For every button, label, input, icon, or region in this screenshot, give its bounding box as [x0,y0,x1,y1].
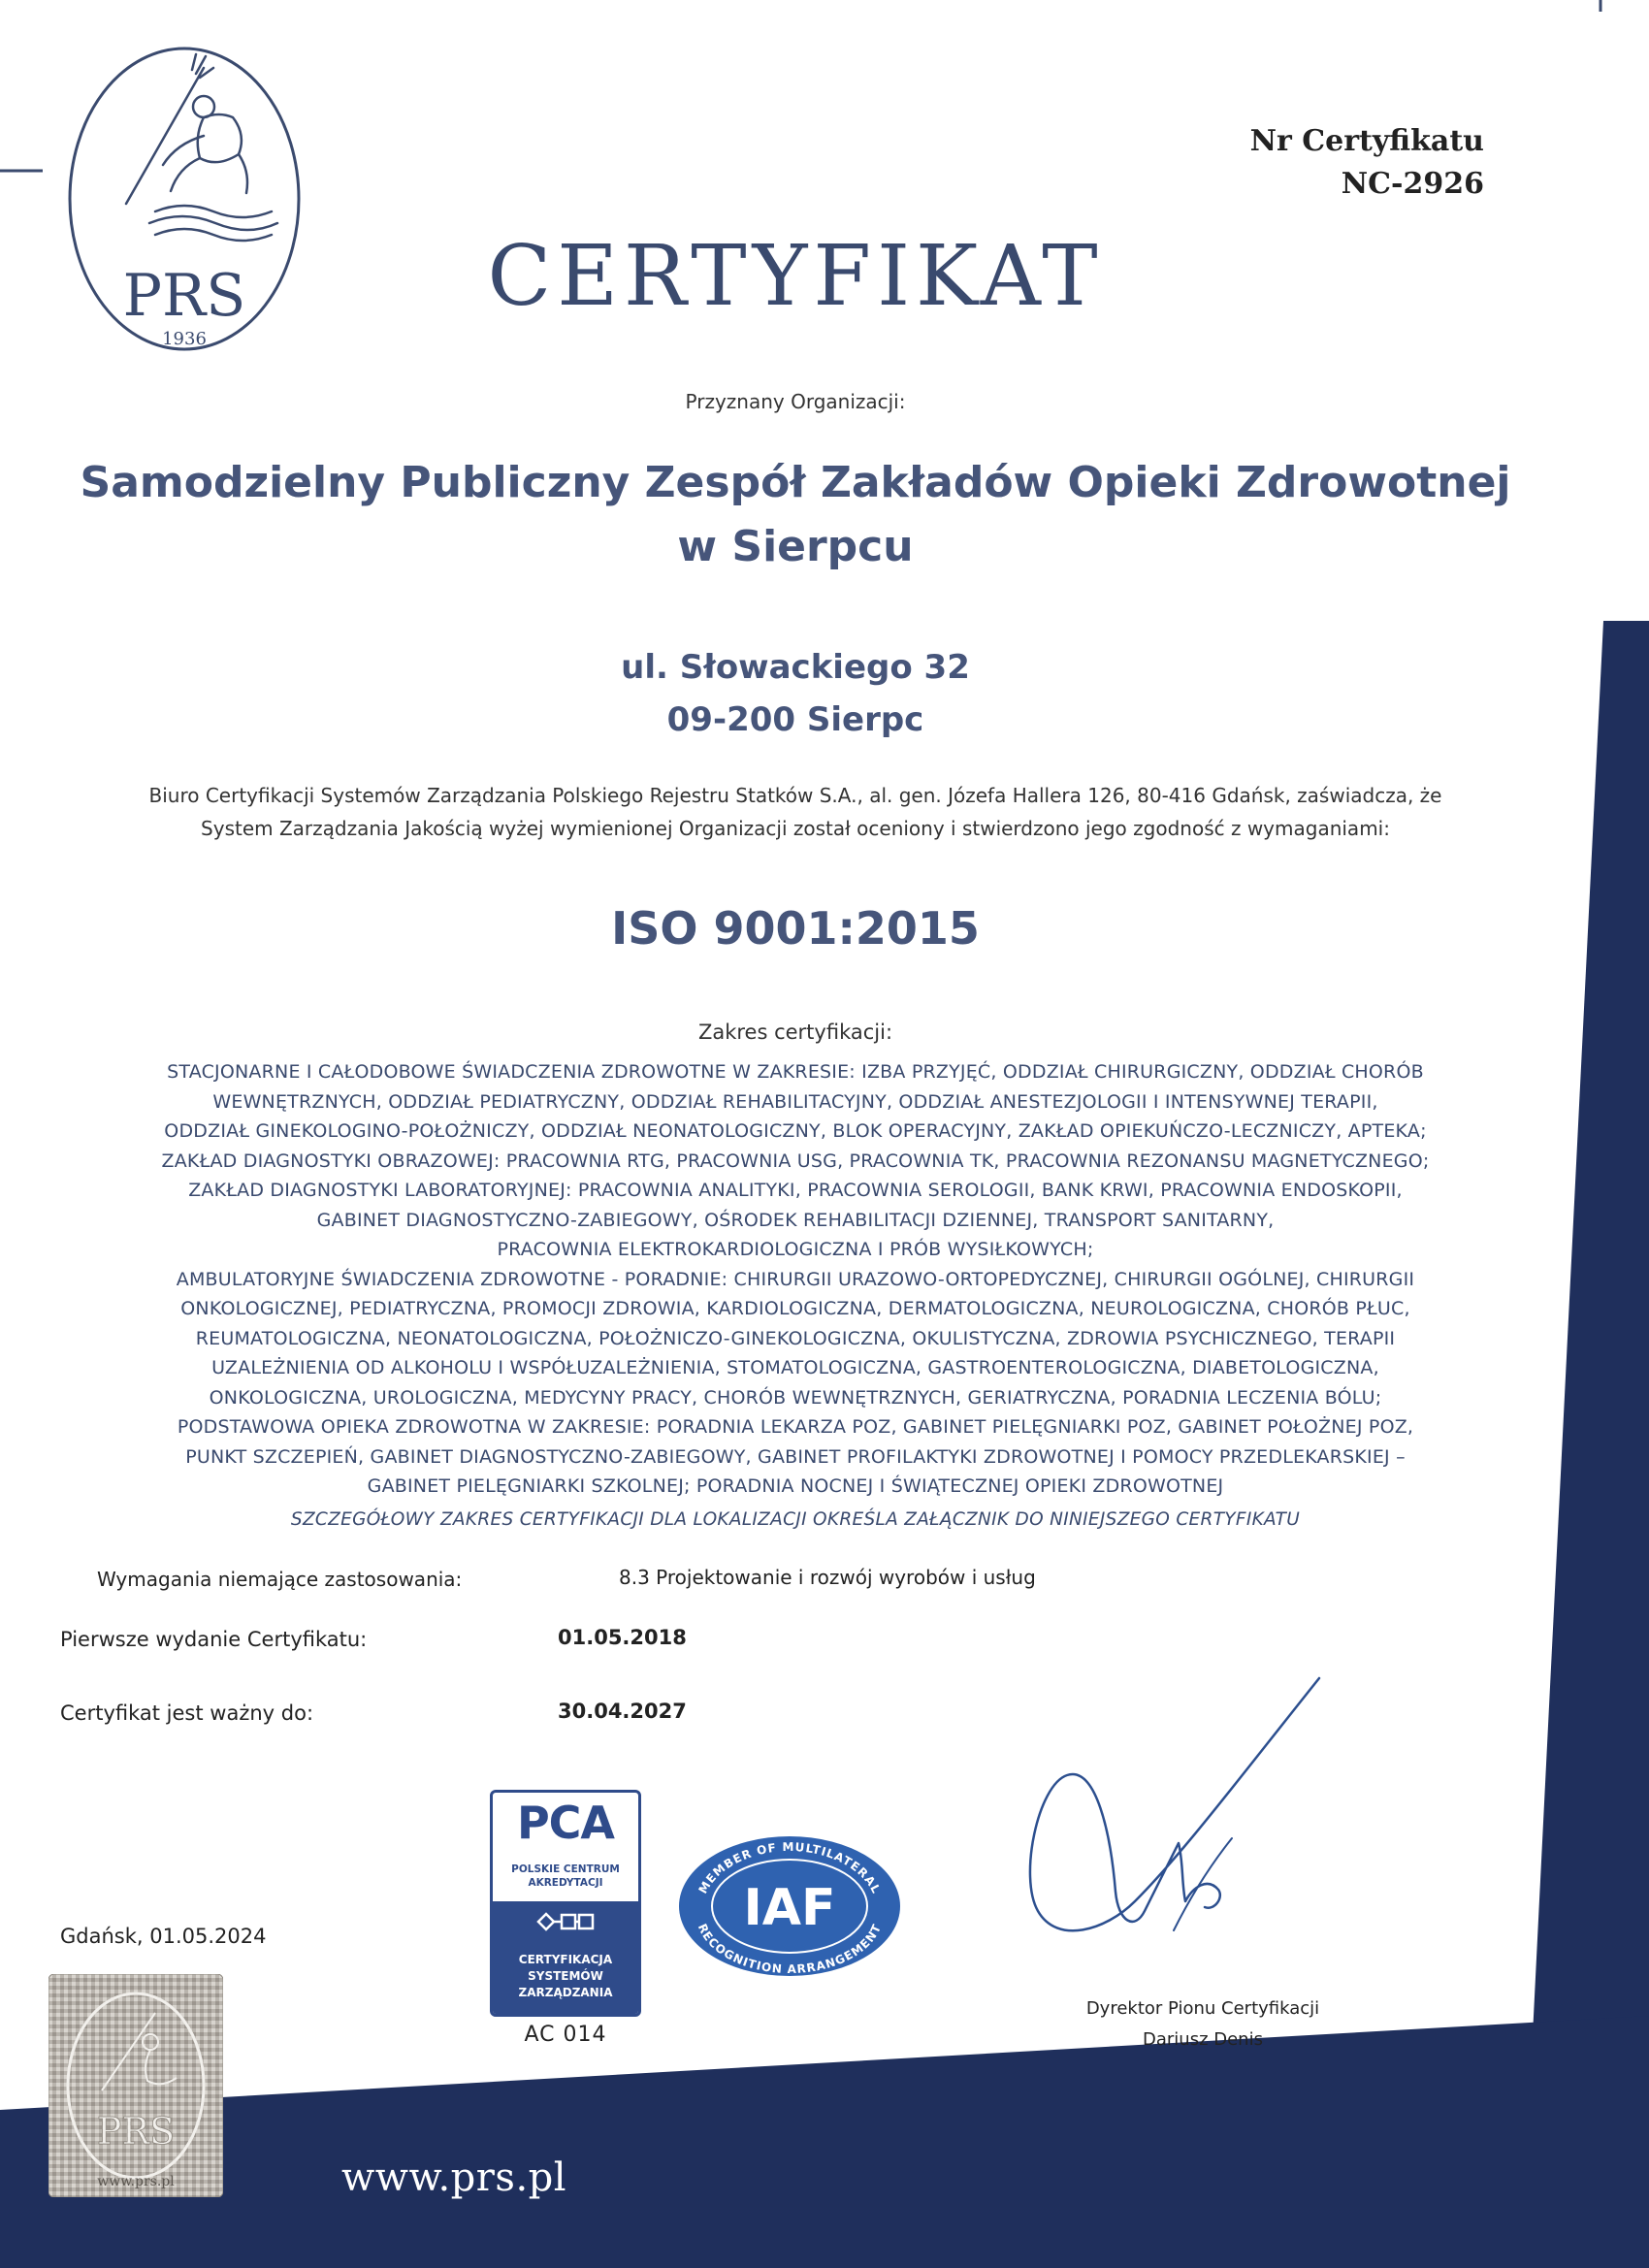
first-issue-label: Pierwsze wydanie Certyfikatu: [60,1628,368,1651]
bottom-navy-band [0,2016,1649,2268]
logo-year: 1936 [162,329,207,349]
statement-line-2: System Zarządzania Jakością wyżej wymienionej Organizacji został oceniony i stwierdzono jego zgodność z wymaganiami: [201,817,1390,840]
iaf-text: IAF [743,1879,836,1937]
exclusions-label: Wymagania niemające zastosowania: [97,1568,463,1591]
glasses-icon [536,1911,595,1932]
pca-subtitle-line: AKREDYTACJI [528,1877,603,1889]
awarded-to-label: Przyznany Organizacji: [685,390,906,413]
signer-name: Dariusz Denis [1143,2029,1263,2050]
pca-cert-line: SYSTEMÓW [528,1969,603,1983]
scope-line: REUMATOLOGICZNA, NEONATOLOGICZNA, POŁOŻNICZO-GINEKOLOGICZNA, OKULISTYCZNA, ZDROWIA PSYCHICZNEGO, TERAPII [195,1327,1396,1349]
scope-line: PRACOWNIA ELEKTROKARDIOLOGICZNA I PRÓB WYSIŁKOWYCH; [497,1239,1094,1260]
scope-line: WEWNĘTRZNYCH, ODDZIAŁ PEDIATRYCZNY, ODDZIAŁ REHABILITACYJNY, ODDZIAŁ ANESTEZJOLOGII I INTENSYWNEJ TERAPII, [212,1090,1378,1113]
organization-name-line-1: Samodzielny Publiczny Zespół Zakładów Opieki Zdrowotnej [80,458,1511,507]
signer-title: Dyrektor Pionu Certyfikacji [1085,1998,1320,2019]
scope-line: ZAKŁAD DIAGNOSTYKI LABORATORYJNEJ: PRACOWNIA ANALITYKI, PRACOWNIA SEROLOGII, BANK KRWI, PRACOWNIA ENDOSKOPII, [188,1180,1403,1201]
exclusions-value: 8.3 Projektowanie i rozwój wyrobów i usług [619,1566,1036,1589]
pca-accreditation-code: AC 014 [524,2023,607,2047]
scope-line: ODDZIAŁ GINEKOLOGINO-POŁOŻNICZY, ODDZIAŁ NEONATOLOGICZNY, BLOK OPERACYJNY, ZAKŁAD OPIEKUŃCZO-LECZNICZY, APTEKA; [164,1120,1427,1142]
hologram-url: www.prs.pl [97,2174,175,2189]
certificate-number-label: Nr Certyfikatu [1249,124,1484,158]
organization-city: 09-200 Sierpc [666,700,924,739]
scope-text [78,1057,1513,1502]
pca-accreditation-badge [490,1790,641,2017]
organization-street: ul. Słowackiego 32 [621,648,970,687]
iaf-ring-bottom-text: RECOGNITION ARRANGEMENT [695,1922,885,1977]
pca-subtitle [493,1863,638,1890]
pca-lower-panel [493,1901,638,2014]
certificate-title: CERTYFIKAT [487,228,1104,325]
organization-name-line-2: w Sierpcu [677,522,914,571]
pca-subtitle-line: POLSKIE CENTRUM [511,1863,620,1875]
scope-line: GABINET DIAGNOSTYCZNO-ZABIEGOWY, OŚRODEK REHABILITACJI DZIENNEJ, TRANSPORT SANITARNY, [316,1209,1275,1231]
hologram-text: PRS [96,2110,176,2153]
scope-line: PUNKT SZCZEPIEŃ, GABINET DIAGNOSTYCZNO-ZABIEGOWY, GABINET PROFILAKTYKI ZDROWOTNEJ I POMOCY PRZEDLEKARSKIEJ – [185,1445,1406,1468]
scope-line: ONKOLOGICZNEJ, PEDIATRYCZNA, PROMOCJI ZDROWIA, KARDIOLOGICZNA, DERMATOLOGICZNA, NEUROLOGICZNA, CHORÓB PŁUC, [180,1298,1410,1319]
scope-line: GABINET PIELĘGNIARKI SZKOLNEJ; PORADNIA NOCNEJ I ŚWIĄTECZNEJ OPIEKI ZDROWOTNEJ [367,1475,1224,1497]
iaf-ring-top-text: MEMBER OF MULTILATERAL [695,1839,884,1896]
pca-certification-text [493,1952,638,2001]
certificate-number: NC-2926 [1341,167,1484,201]
logo-text: PRS [122,262,246,330]
pca-cert-line: CERTYFIKACJA [518,1953,613,1966]
statement-line-1: Biuro Certyfikacji Systemów Zarządzania Polskiego Rejestru Statków S.A., al. gen. Józefa Hallera 126, 80-416 Gdańsk, zaświadcza, że [148,784,1442,807]
scope-line: ZAKŁAD DIAGNOSTYKI OBRAZOWEJ: PRACOWNIA RTG, PRACOWNIA USG, PRACOWNIA TK, PRACOWNIA REZONANSU MAGNETYCZNEGO; [161,1150,1430,1172]
scope-label: Zakres certyfikacji: [697,1021,893,1044]
iaf-mla-badge [675,1833,904,1979]
scope-line: STACJONARNE I CAŁODOBOWE ŚWIADCZENIA ZDROWOTNE W ZAKRESIE: IZBA PRZYJĘĆ, ODDZIAŁ CHIRURGICZNY, ODDZIAŁ CHORÓB [167,1061,1424,1083]
valid-until-label: Certyfikat jest ważny do: [60,1701,314,1725]
first-issue-date: 01.05.2018 [558,1626,687,1649]
pca-cert-line: ZARZĄDZANIA [518,1986,613,1999]
scope-line: UZALEŻNIENIA OD ALKOHOLU I WSPÓŁUZALEŻNIENIA, STOMATOLOGICZNA, GASTROENTEROLOGICZNA, DIABETOLOGICZNA, [211,1357,1379,1378]
valid-until-date: 30.04.2027 [558,1700,687,1723]
pca-title: PCA [516,1797,615,1849]
standard-name: ISO 9001:2015 [611,902,980,955]
prs-hologram-seal [48,1974,223,2197]
website-link[interactable]: www.prs.pl [341,2155,567,2200]
director-signature [999,1669,1348,1960]
scope-line: ONKOLOGICZNA, UROLOGICZNA, MEDYCYNY PRACY, CHORÓB WEWNĘTRZNYCH, GERIATRYCZNA, PORADNIA LECZENIA BÓLU; [209,1386,1382,1409]
issue-place-date: Gdańsk, 01.05.2024 [60,1925,267,1948]
scope-note: SZCZEGÓŁOWY ZAKRES CERTYFIKACJI DLA LOKALIZACJI OKREŚLA ZAŁĄCZNIK DO NINIEJSZEGO CERTYFIKATU [290,1509,1301,1530]
scope-line: PODSTAWOWA OPIEKA ZDROWOTNA W ZAKRESIE: PORADNIA LEKARZA POZ, GABINET PIELĘGNIARKI POZ, GABINET POŁOŻNEJ POZ, [177,1416,1414,1438]
hologram-background [48,1974,223,2197]
scope-line: AMBULATORYJNE ŚWIADCZENIA ZDROWOTNE - PORADNIE: CHIRURGII URAZOWO-ORTOPEDYCZNEJ, CHIRURGII OGÓLNEJ, CHIRURGII [176,1268,1415,1290]
